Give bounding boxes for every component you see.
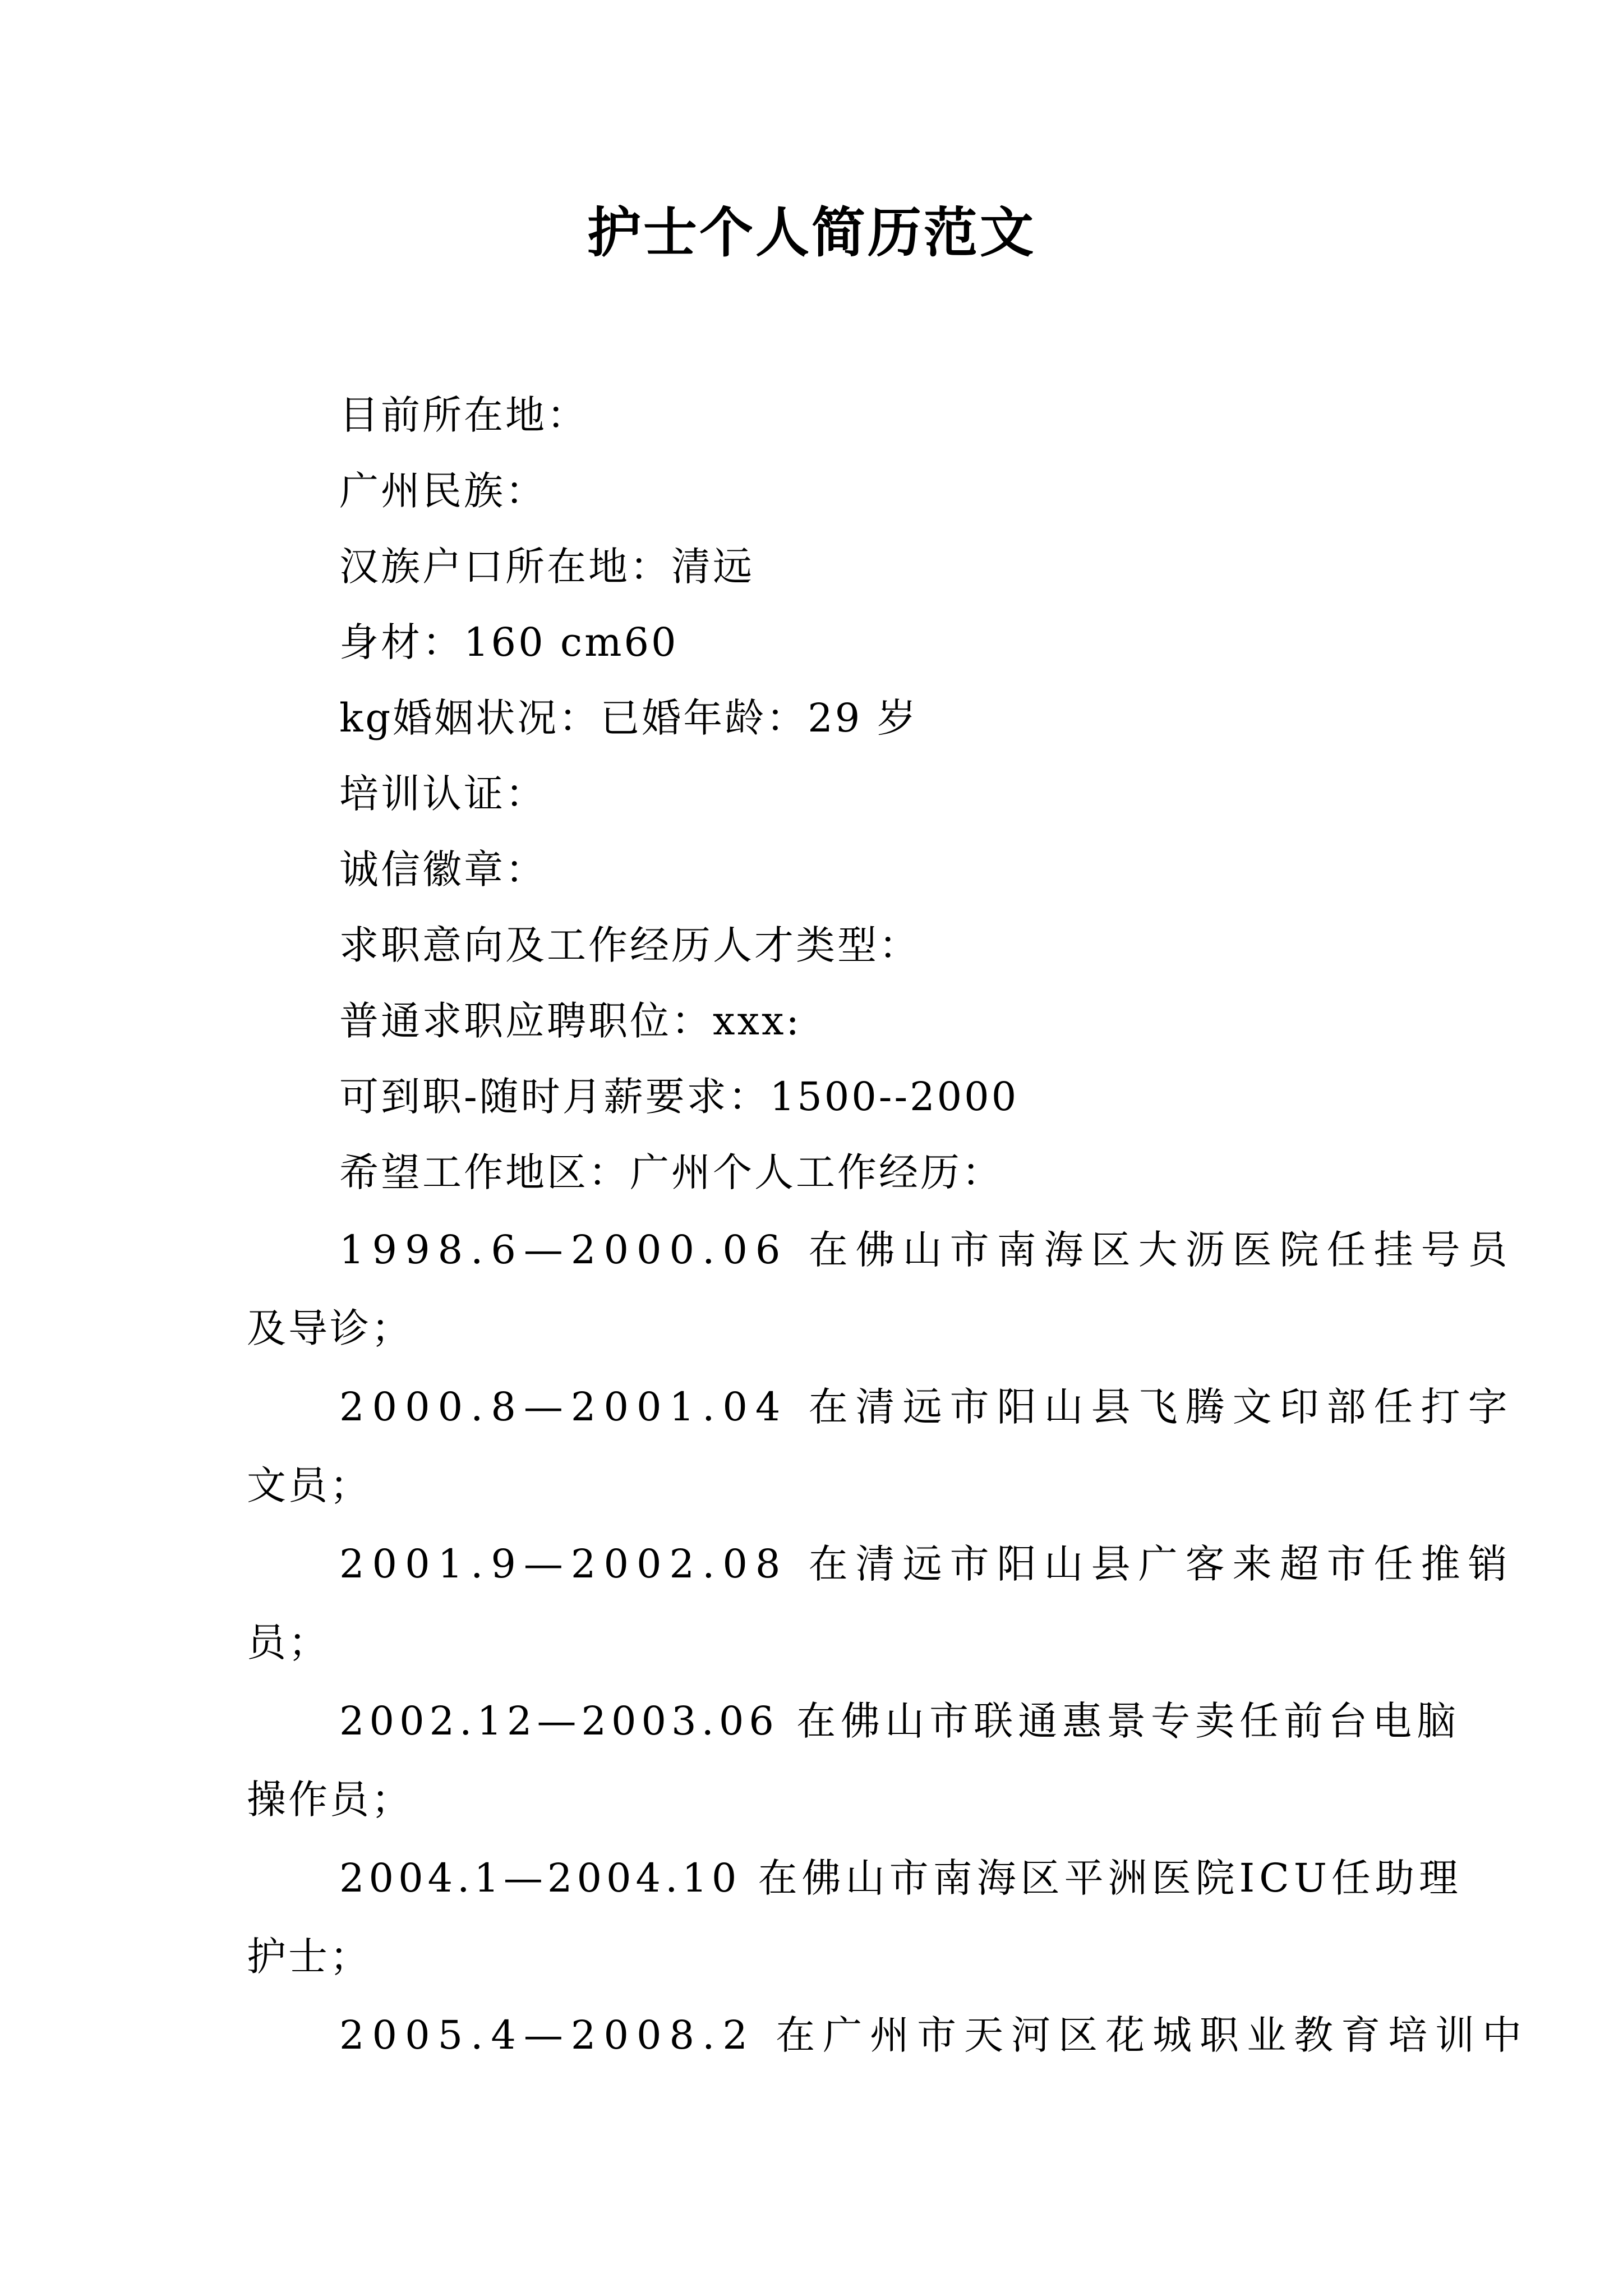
info-line-work-area: 希望工作地区：广州个人工作经历：: [339, 1149, 1003, 1195]
info-line-current-location: 目前所在地：: [339, 392, 588, 438]
info-line-job-intention: 求职意向及工作经历人才类型：: [339, 922, 920, 968]
info-line-salary: 可到职-随时月薪要求：1500--2000: [339, 1074, 1019, 1120]
experience-line-continuation: 员；: [247, 1619, 330, 1665]
info-line-height: 身材：160 cm60: [339, 619, 679, 665]
experience-line: 2000.8—2001.04 在清远市阳山县飞腾文印部任打字: [339, 1384, 1515, 1430]
experience-line: 1998.6—2000.06 在佛山市南海区大沥医院任挂号员: [339, 1227, 1515, 1273]
experience-line: 2001.9—2002.08 在清远市阳山县广客来超市任推销: [339, 1541, 1515, 1587]
experience-line-continuation: 及导诊；: [247, 1305, 413, 1351]
experience-line: 2002.12—2003.06 在佛山市联通惠景专卖任前台电脑: [339, 1698, 1461, 1744]
info-line-ethnicity: 广州民族：: [339, 468, 547, 514]
experience-line: 2004.1—2004.10 在佛山市南海区平洲医院ICU任助理: [339, 1855, 1463, 1901]
info-line-integrity: 诚信徽章：: [339, 846, 547, 892]
experience-line-continuation: 文员；: [247, 1462, 371, 1508]
experience-line-continuation: 操作员；: [247, 1777, 413, 1823]
info-line-position: 普通求职应聘职位：xxx:: [339, 998, 802, 1044]
info-line-marital-age: kg婚姻状况：已婚年龄：29 岁: [339, 695, 919, 741]
document-title: 护士个人简历范文: [587, 201, 1036, 264]
info-line-hukou: 汉族户口所在地：清远: [339, 544, 754, 590]
experience-line-continuation: 护士；: [247, 1934, 371, 1980]
experience-line: 2005.4—2008.2 在广州市天河区花城职业教育培训中: [339, 2012, 1530, 2058]
info-line-training: 培训认证：: [339, 771, 547, 817]
